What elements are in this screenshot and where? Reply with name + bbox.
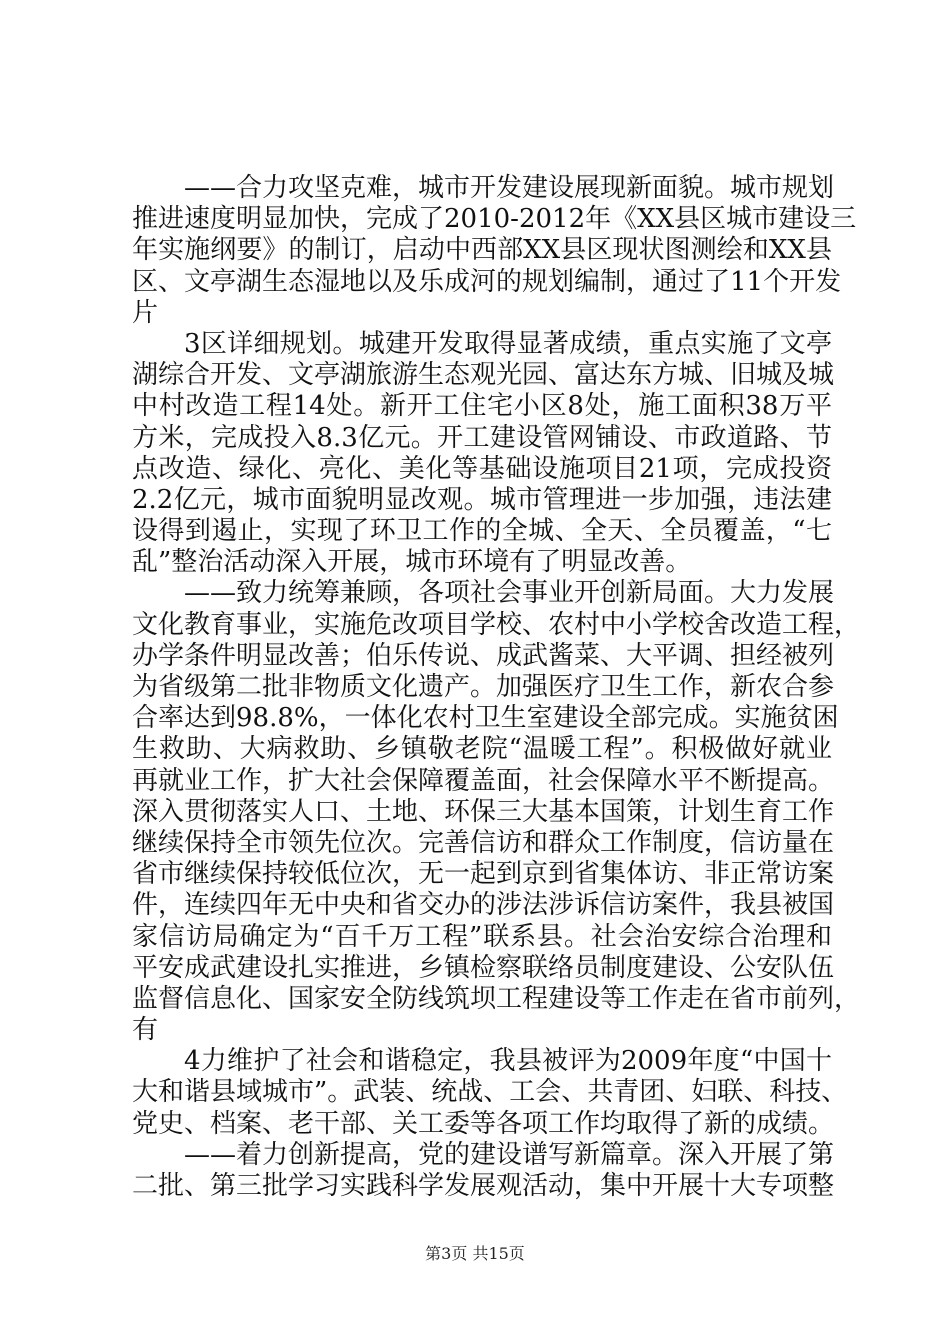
text-line: 设得到遏止，实现了环卫工作的全城、全天、全员覆盖，“七 [132,516,832,547]
text-line: 乱”整治活动深入开展，城市环境有了明显改善。 [132,547,692,578]
text-line: ——致力统筹兼顾，各项社会事业开创新局面。大力发展 [184,578,835,609]
text-line: ——着力创新提高，党的建设谱写新篇章。深入开展了第 [184,1139,835,1170]
text-line: 片 [132,297,159,328]
page-number-footer: 第3页 共15页 [425,1244,525,1263]
text-line: 为省级第二批非物质文化遗产。加强医疗卫生工作，新农合参 [132,672,835,702]
text-line: 湖综合开发、文亭湖旅游生态观光园、富达东方城、旧城及城 [132,360,835,391]
text-line: 再就业工作，扩大社会保障覆盖面，社会保障水平不断提高。 [132,765,835,796]
text-line: 4力维护了社会和谐稳定，我县被评为2009年度“中国十 [184,1046,832,1077]
text-line: ——合力攻坚克难，城市开发建设展现新面貌。城市规划 [184,173,835,203]
text-line: 方米，完成投入8.3亿元。开工建设管网铺设、市政道路、节 [132,422,832,453]
text-line: 件，连续四年无中央和省交办的涉法涉诉信访案件，我县被国 [132,890,835,921]
text-line: 办学条件明显改善；伯乐传说、成武酱菜、大平调、担经被列 [132,640,835,671]
text-line: 3区详细规划。城建开发取得显著成绩，重点实施了文亭 [184,328,832,359]
text-line: 平安成武建设扎实推进，乡镇检察联络员制度建设、公安队伍 [132,952,835,983]
text-line: 合率达到98.8%，一体化农村卫生室建设全部完成。实施贫困 [132,703,839,734]
text-line: 大和谐县域城市”。武装、统战、工会、共青团、妇联、科技、 [132,1077,848,1108]
text-line: 党史、档案、老干部、关工委等各项工作均取得了新的成绩。 [132,1108,835,1139]
document-body [132,173,861,1202]
text-line: 省市继续保持较低位次，无一起到京到省集体访、非正常访案 [132,859,835,890]
text-line: 推进速度明显加快，完成了2010-2012年《XX县区城市建设三 [132,204,857,235]
text-line: 监督信息化、国家安全防线筑坝工程建设等工作走在省市前列， [132,983,861,1014]
text-line: 文化教育事业，实施危改项目学校、农村中小学校舍改造工程， [132,609,861,640]
text-line: 继续保持全市领先位次。完善信访和群众工作制度，信访量在 [132,827,835,858]
text-line: 深入贯彻落实人口、土地、环保三大基本国策，计划生育工作 [132,796,835,827]
text-line: 2.2亿元，城市面貌明显改观。城市管理进一步加强，违法建 [132,484,832,515]
text-line: 年实施纲要》的制订，启动中西部XX县区现状图测绘和XX县 [132,235,832,266]
text-line: 点改造、绿化、亮化、美化等基础设施项目21项，完成投资 [132,453,832,484]
text-line: 区、文亭湖生态湿地以及乐成河的规划编制，通过了11个开发 [132,266,842,297]
text-line: 有 [132,1015,159,1046]
text-line: 生救助、大病救助、乡镇敬老院“温暖工程”。积极做好就业 [132,734,832,765]
text-line: 中村改造工程14处。新开工住宅小区8处，施工面积38万平 [132,391,832,422]
text-line: 二批、第三批学习实践科学发展观活动，集中开展十大专项整 [132,1171,835,1201]
text-line: 家信访局确定为“百千万工程”联系县。社会治安综合治理和 [132,921,832,952]
